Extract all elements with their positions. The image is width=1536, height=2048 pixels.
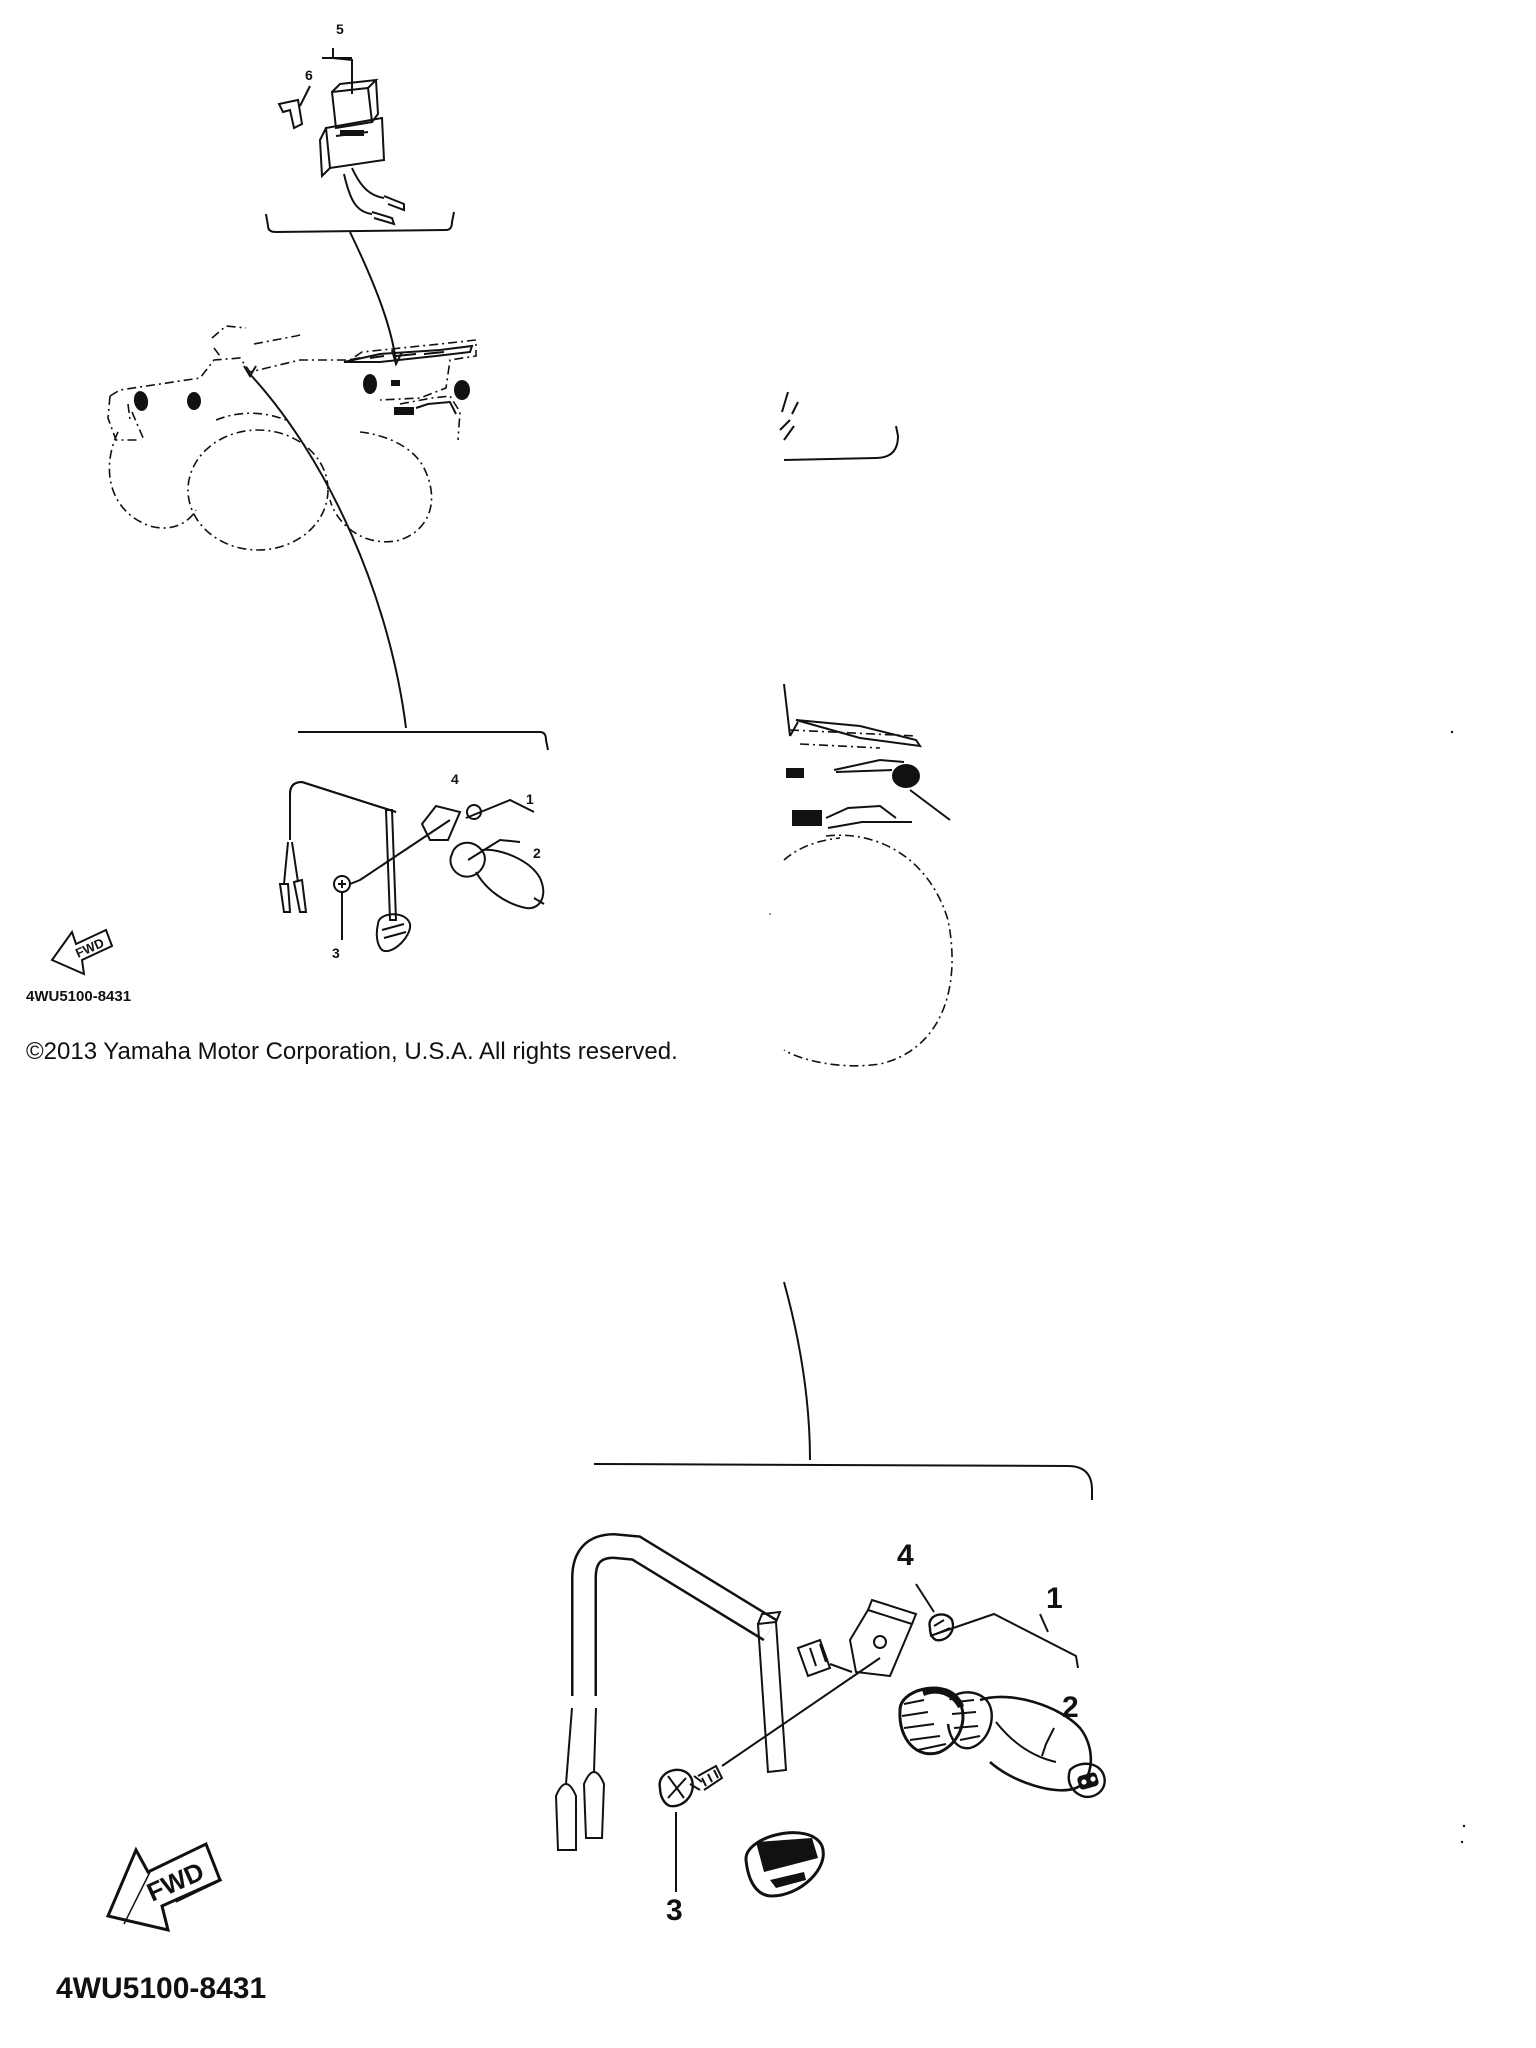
callout-5: 5 xyxy=(336,21,344,37)
callout-1: 1 xyxy=(1046,1582,1063,1615)
callout-1-small: 1 xyxy=(526,791,534,807)
copyright-notice: ©2013 Yamaha Motor Corporation, U.S.A. All rights reserved. xyxy=(26,1038,678,1065)
callout-4-small: 4 xyxy=(451,771,459,787)
fwd-label-large: FWD xyxy=(142,1855,209,1908)
fwd-arrow-small xyxy=(52,930,112,974)
relay-assembly xyxy=(266,21,454,232)
switch-detail-small xyxy=(280,732,548,961)
switch-detail-large xyxy=(556,1464,1105,1927)
callout-6: 6 xyxy=(305,67,313,83)
drawing-code-large: 4WU5100-8431 xyxy=(56,1972,267,2005)
magnified-fragments xyxy=(769,392,1465,1843)
callout-3: 3 xyxy=(666,1894,683,1927)
atv-outline xyxy=(108,232,476,728)
fwd-arrow-large xyxy=(108,1844,222,1930)
fwd-label-small: FWD xyxy=(73,934,107,961)
callout-2: 2 xyxy=(1062,1691,1079,1724)
callout-3-small: 3 xyxy=(332,945,340,961)
callout-4: 4 xyxy=(897,1539,914,1572)
callout-2-small: 2 xyxy=(533,845,541,861)
drawing-code-small: 4WU5100-8431 xyxy=(26,988,132,1005)
